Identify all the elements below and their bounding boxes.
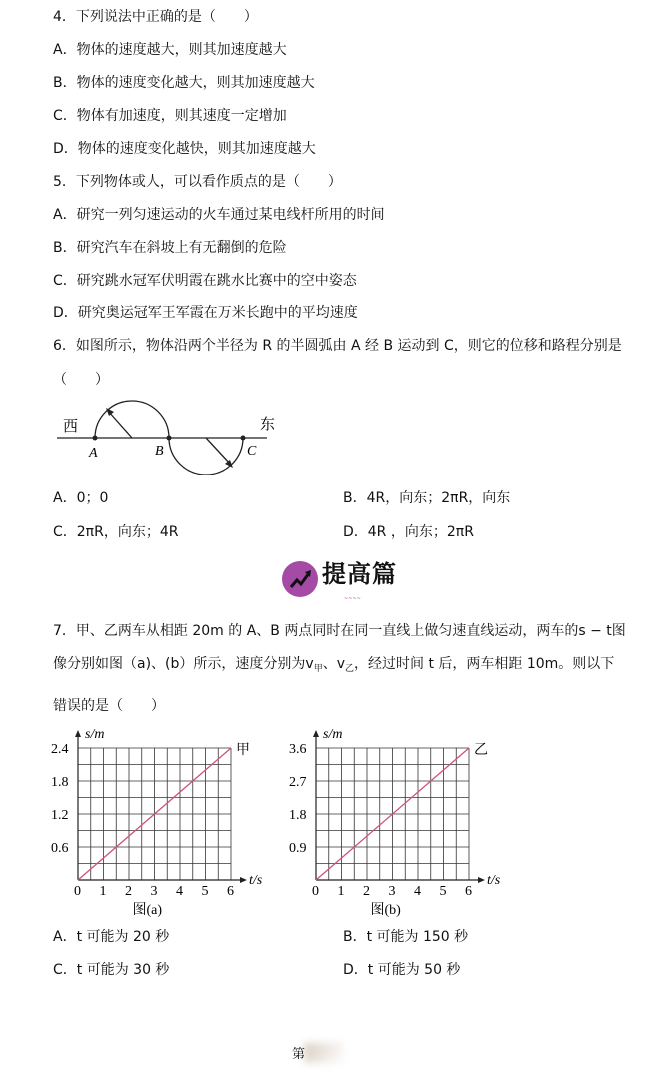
y-tick-label: 1.8 [51,775,69,790]
label-west: 西 [63,419,79,435]
y-tick-label: 3.6 [289,742,307,757]
x-axis-label: t/s [249,873,263,888]
smudge [304,1043,344,1063]
x-tick-label: 1 [337,884,345,899]
x-tick-label: 6 [227,884,234,899]
y-tick-label: 2.4 [51,742,69,757]
q7-line2-a: 像分别如图（a)、(b）所示，速度分别为v [53,656,314,672]
q5-option-d: D．研究奥运冠军王军霞在万米长跑中的平均速度 [53,305,358,321]
point-c-label: C [247,444,257,459]
graph-caption: 图(b) [370,903,401,918]
x-axis-label: t/s [487,873,501,888]
v-sub-jia: 甲 [313,664,323,674]
series-label: 乙 [474,743,488,758]
banner-title: 提高篇 [322,560,397,588]
q7-option-c: C．t 可能为 30 秒 [53,962,170,978]
x-tick-label: 3 [150,884,158,899]
y-axis-label: s/m [85,727,105,742]
banner-subtitle: ~~~~ [344,596,361,602]
q7-option-d: D．t 可能为 50 秒 [343,962,461,978]
point-a-label: A [89,446,98,461]
q7-option-a: A．t 可能为 20 秒 [53,929,170,945]
q7-option-b: B．t 可能为 150 秒 [343,929,469,945]
x-tick-label: 5 [439,884,447,899]
q7-line2-b: ，经过时间 t 后，两车相距 10m。则以下 [354,656,615,672]
y-tick-label: 1.8 [289,808,307,823]
semicircle-diagram [55,395,285,475]
y-tick-label: 0.6 [51,841,69,856]
q6-option-a: A．0；0 [53,490,109,506]
y-tick-label: 1.2 [51,808,69,823]
x-tick-label: 2 [363,884,370,899]
q6-stem: 6．如图所示，物体沿两个半径为 R 的半圆弧由 A 经 B 运动到 C，则它的位移和路程分别是 [53,338,622,354]
q7-line1: 7．甲、乙两车从相距 20m 的 A、B 两点同时在同一直线上做匀速直线运动，两车的s − t图 [53,623,626,639]
q4-option-c: C．物体有加速度，则其速度一定增加 [53,108,287,124]
v-sub-yi: 乙 [345,664,355,674]
graph-a [40,722,268,922]
q6-option-c: C．2πR，向东；4R [53,524,179,540]
q6-option-d: D．4R ，向东；2πR [343,524,474,540]
x-tick-label: 0 [74,884,81,899]
x-tick-label: 2 [125,884,132,899]
x-axis-arrow [478,877,485,883]
x-tick-label: 3 [388,884,396,899]
q7-line2 [53,655,614,674]
q4-stem: 4．下列说法中正确的是（ ） [53,9,258,25]
point-b-label: B [155,444,164,459]
q5-option-a: A．研究一列匀速运动的火车通过某电线杆所用的时间 [53,207,385,223]
x-tick-label: 4 [414,884,421,899]
x-tick-label: 4 [176,884,183,899]
x-axis-arrow [240,877,247,883]
q6-paren: （ ） [53,372,109,388]
y-axis-arrow [313,730,319,737]
q5-stem: 5．下列物体或人，可以看作质点的是（ ） [53,174,342,190]
page-footer: 第 [292,1047,306,1062]
q4-option-b: B．物体的速度变化越大，则其加速度越大 [53,75,315,91]
q7-line3: 错误的是（ ） [53,698,165,714]
y-axis-label: s/m [323,727,343,742]
trend-chart-icon [282,561,318,597]
q4-option-d: D．物体的速度变化越快，则其加速度越大 [53,141,316,157]
graph-caption: 图(a) [132,903,163,918]
section-banner [278,558,408,606]
x-tick-label: 6 [465,884,472,899]
q4-option-a: A．物体的速度越大，则其加速度越大 [53,42,287,58]
series-label: 甲 [236,743,250,758]
q7-line2-mid: 、v [322,656,345,672]
y-tick-label: 0.9 [289,841,307,856]
x-tick-label: 1 [99,884,107,899]
q6-option-b: B．4R，向东；2πR，向东 [343,490,511,506]
y-tick-label: 2.7 [289,775,307,790]
x-tick-label: 0 [312,884,319,899]
x-tick-label: 5 [201,884,209,899]
label-east: 东 [260,417,276,433]
graph-b [278,722,508,922]
q5-option-c: C．研究跳水冠军伏明霞在跳水比赛中的空中姿态 [53,273,357,289]
y-axis-arrow [75,730,81,737]
q5-option-b: B．研究汽车在斜坡上有无翻倒的危险 [53,240,287,256]
